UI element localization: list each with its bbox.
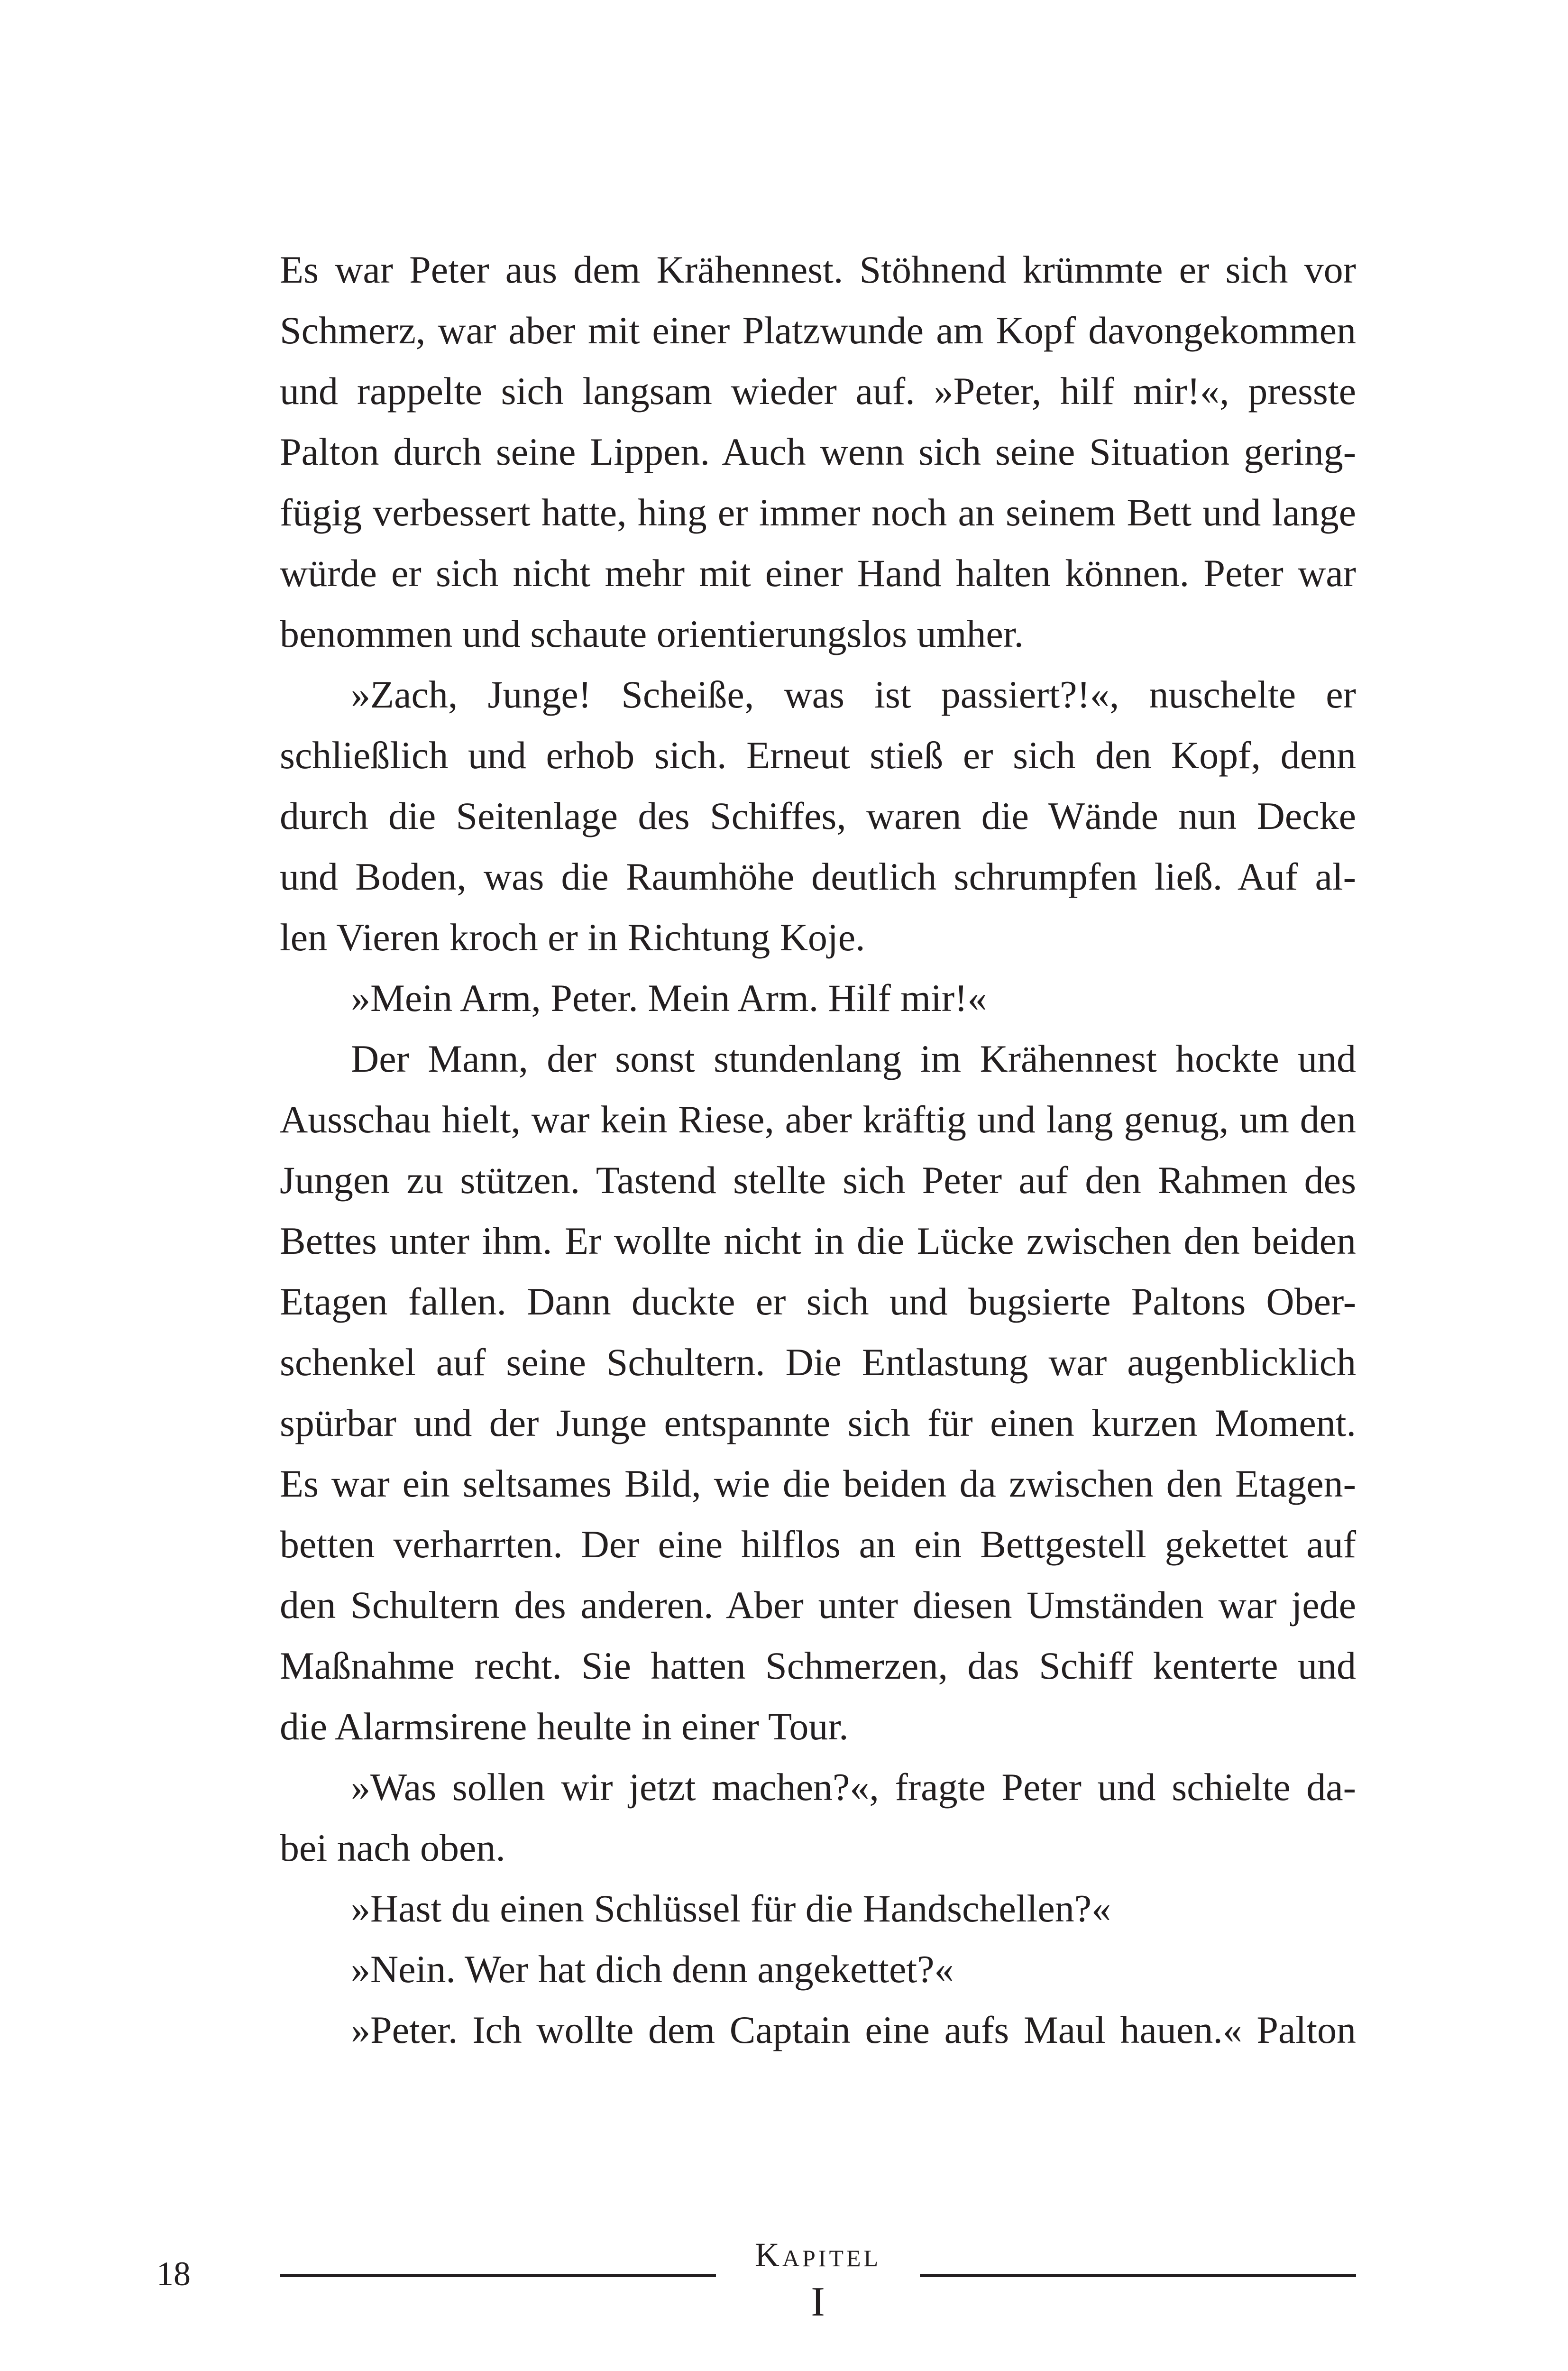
text-line: Etagen fallen. Dann duckte er sich und bugsierte Paltons Ober- — [280, 1280, 1356, 1323]
paragraph — [280, 664, 1356, 968]
text-line: »Mein Arm, Peter. Mein Arm. Hilf mir!« — [351, 976, 987, 1020]
text-line: »Nein. Wer hat dich denn angekettet?« — [351, 1948, 954, 1991]
text-line: »Peter. Ich wollte dem Captain eine aufs Maul hauen.« Palton — [351, 2008, 1356, 2051]
paragraph — [280, 968, 1356, 1029]
text-line: würde er sich nicht mehr mit einer Hand halten können. Peter war — [280, 551, 1356, 595]
text-line: Es war Peter aus dem Krähennest. Stöhnend krümmte er sich vor — [280, 248, 1356, 291]
text-line: fügig verbessert hatte, hing er immer noch an seinem Bett und lange — [280, 491, 1356, 534]
text-line: Ausschau hielt, war kein Riese, aber kräftig und lang genug, um den — [280, 1098, 1356, 1141]
text-line: die Alarmsirene heulte in einer Tour. — [280, 1705, 849, 1748]
text-line: betten verharrten. Der eine hilflos an ein Bettgestell gekettet auf — [280, 1523, 1356, 1566]
text-line: bei nach oben. — [280, 1826, 505, 1869]
paragraph — [280, 1029, 1356, 1757]
body-text — [280, 239, 1356, 2060]
text-line: den Schultern des anderen. Aber unter diesen Umständen war jede — [280, 1583, 1356, 1627]
text-line: Der Mann, der sonst stundenlang im Krähennest hockte und — [351, 1037, 1356, 1080]
text-line: durch die Seitenlage des Schiffes, waren die Wände nun Decke — [280, 794, 1356, 837]
text-line: »Was sollen wir jetzt machen?«, fragte Peter und schielte da- — [351, 1765, 1356, 1809]
text-line: Schmerz, war aber mit einer Platzwunde am Kopf davongekommen — [280, 309, 1356, 352]
paragraph — [280, 1757, 1356, 1878]
text-line: »Hast du einen Schlüssel für die Handschellen?« — [351, 1887, 1111, 1930]
chapter-number: I — [811, 2279, 825, 2325]
text-line: len Vieren kroch er in Richtung Koje. — [280, 916, 865, 959]
text-line: und rappelte sich langsam wieder auf. »Peter, hilf mir!«, presste — [280, 369, 1356, 413]
chapter-label: Kapitel — [754, 2236, 881, 2274]
text-line: »Zach, Junge! Scheiße, was ist passiert?!«, nuschelte er — [351, 673, 1356, 716]
footer-rule-right — [920, 2274, 1356, 2277]
text-line: Bettes unter ihm. Er wollte nicht in die Lücke zwischen den beiden — [280, 1219, 1356, 1262]
paragraph — [280, 239, 1356, 664]
paragraph — [280, 1878, 1356, 1939]
text-line: benommen und schaute orientierungslos umher. — [280, 612, 1024, 655]
paragraph — [280, 2000, 1356, 2060]
chapter-heading — [716, 2229, 920, 2324]
text-line: Palton durch seine Lippen. Auch wenn sich seine Situation gering- — [280, 430, 1356, 473]
text-line: Es war ein seltsames Bild, wie die beiden da zwischen den Etagen- — [280, 1462, 1356, 1505]
text-line: spürbar und der Junge entspannte sich für einen kurzen Moment. — [280, 1401, 1356, 1444]
text-line: Maßnahme recht. Sie hatten Schmerzen, das Schiff kenterte und — [280, 1644, 1356, 1687]
text-line: schenkel auf seine Schultern. Die Entlastung war augenblicklich — [280, 1341, 1356, 1384]
paragraph — [280, 1939, 1356, 2000]
text-line: schließlich und erhob sich. Erneut stieß er sich den Kopf, denn — [280, 734, 1356, 777]
footer-rule-left — [280, 2274, 716, 2277]
text-line: und Boden, was die Raumhöhe deutlich schrumpfen ließ. Auf al- — [280, 855, 1356, 898]
text-line: Jungen zu stützen. Tastend stellte sich Peter auf den Rahmen des — [280, 1158, 1356, 1202]
page-number: 18 — [156, 2255, 191, 2293]
page-footer — [0, 2229, 1568, 2324]
